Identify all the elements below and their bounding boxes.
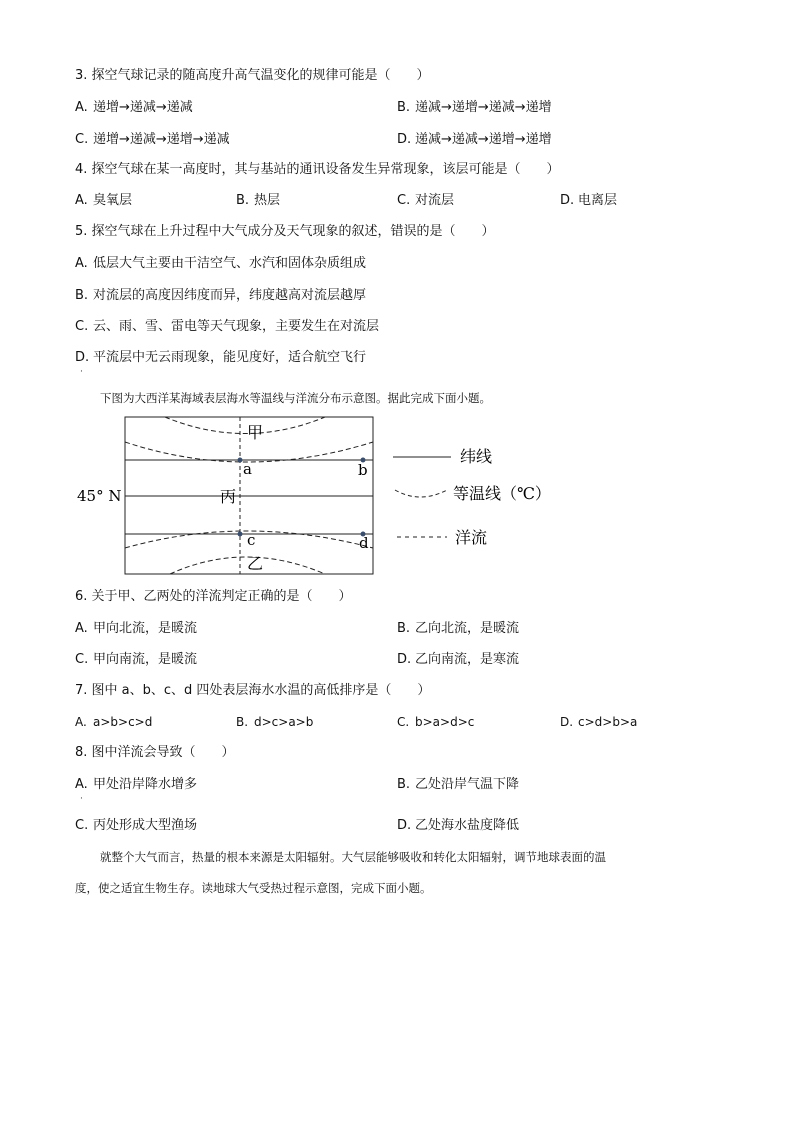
decorative-dot: · (80, 367, 83, 377)
q8-stem: 8. 图中洋流会导致（ ） (75, 745, 235, 760)
q4-option-b: B. 热层 (236, 193, 281, 208)
q5-option-a: A. 低层大气主要由干洁空气、水汽和固体杂质组成 (75, 256, 367, 271)
legend-latitude-text: 纬线 (460, 447, 493, 466)
figure-intro: 下图为大西洋某海域表层海水等温线与洋流分布示意图。据此完成下面小题。 (100, 391, 491, 405)
legend-current-text: 洋流 (455, 528, 488, 547)
q3-option-a: A. 递增→递减→递减 (75, 100, 193, 115)
q5-option-b: B. 对流层的高度因纬度而异，纬度越高对流层越厚 (75, 288, 367, 303)
decorative-dot: · (80, 794, 83, 804)
legend-isotherm-symbol (395, 490, 447, 497)
q4-stem: 4. 探空气球在某一高度时，其与基站的通讯设备发生异常现象，该层可能是（ ） (75, 162, 560, 177)
q7-stem: 7. 图中 a、b、c、d 四处表层海水水温的高低排序是（ ） (75, 683, 431, 698)
q4-option-c: C. 对流层 (397, 193, 455, 208)
q3-option-d: D. 递减→递减→递增→递增 (397, 132, 552, 147)
point-a-marker (238, 458, 243, 463)
point-c-marker (238, 532, 243, 537)
q6-stem: 6. 关于甲、乙两处的洋流判定正确的是（ ） (75, 589, 352, 604)
point-b-label: b (358, 461, 368, 479)
closing-intro-line-1: 就整个大气而言，热量的根本来源是太阳辐射。大气层能够吸收和转化太阳辐射，调节地球表面的温 (100, 850, 606, 864)
region-jia-label: 甲 (247, 423, 264, 442)
q7-option-c: C. b>a>d>c (397, 715, 475, 729)
q8-option-d: D. 乙处海水盐度降低 (397, 818, 520, 833)
q4-option-a: A. 臭氧层 (75, 193, 133, 208)
point-a-label: a (243, 460, 252, 478)
point-c-label: c (247, 531, 256, 549)
q6-option-d: D. 乙向南流，是寒流 (397, 652, 520, 667)
q6-option-a: A. 甲向北流，是暖流 (75, 621, 198, 636)
q7-option-a: A. a>b>c>d (75, 715, 153, 729)
q6-option-b: B. 乙向北流，是暖流 (397, 621, 520, 636)
closing-intro-line-2: 度，使之适宜生物生存。读地球大气受热过程示意图，完成下面小题。 (75, 881, 432, 895)
q7-option-b: B. d>c>a>b (236, 715, 314, 729)
q7-option-d: D. c>d>b>a (560, 715, 638, 729)
q5-stem: 5. 探空气球在上升过程中大气成分及天气现象的叙述，错误的是（ ） (75, 224, 495, 239)
point-d-label: d (359, 534, 369, 552)
q5-option-d: D. 平流层中无云雨现象，能见度好，适合航空飞行 (75, 350, 367, 365)
legend-isotherm-text: 等温线（℃） (453, 484, 551, 503)
latitude-label: 45° N (77, 487, 122, 505)
region-bing-label: 丙 (220, 487, 237, 506)
isotherm-top-2 (125, 442, 373, 462)
q6-option-c: C. 甲向南流，是暖流 (75, 652, 198, 667)
q3-stem: 3. 探空气球记录的随高度升高气温变化的规律可能是（ ） (75, 68, 430, 83)
q4-option-d: D. 电离层 (560, 193, 618, 208)
isotherm-top-1 (165, 417, 325, 434)
ocean-current-isotherm-figure (75, 412, 575, 582)
q5-option-c: C. 云、雨、雪、雷电等天气现象，主要发生在对流层 (75, 319, 380, 334)
q3-option-b: B. 递减→递增→递减→递增 (397, 100, 552, 115)
q3-option-c: C. 递增→递减→递增→递减 (75, 132, 230, 147)
q8-option-a: A. 甲处沿岸降水增多 (75, 777, 198, 792)
q8-option-b: B. 乙处沿岸气温下降 (397, 777, 520, 792)
region-yi-label: 乙 (247, 554, 264, 573)
q8-option-c: C. 丙处形成大型渔场 (75, 818, 198, 833)
